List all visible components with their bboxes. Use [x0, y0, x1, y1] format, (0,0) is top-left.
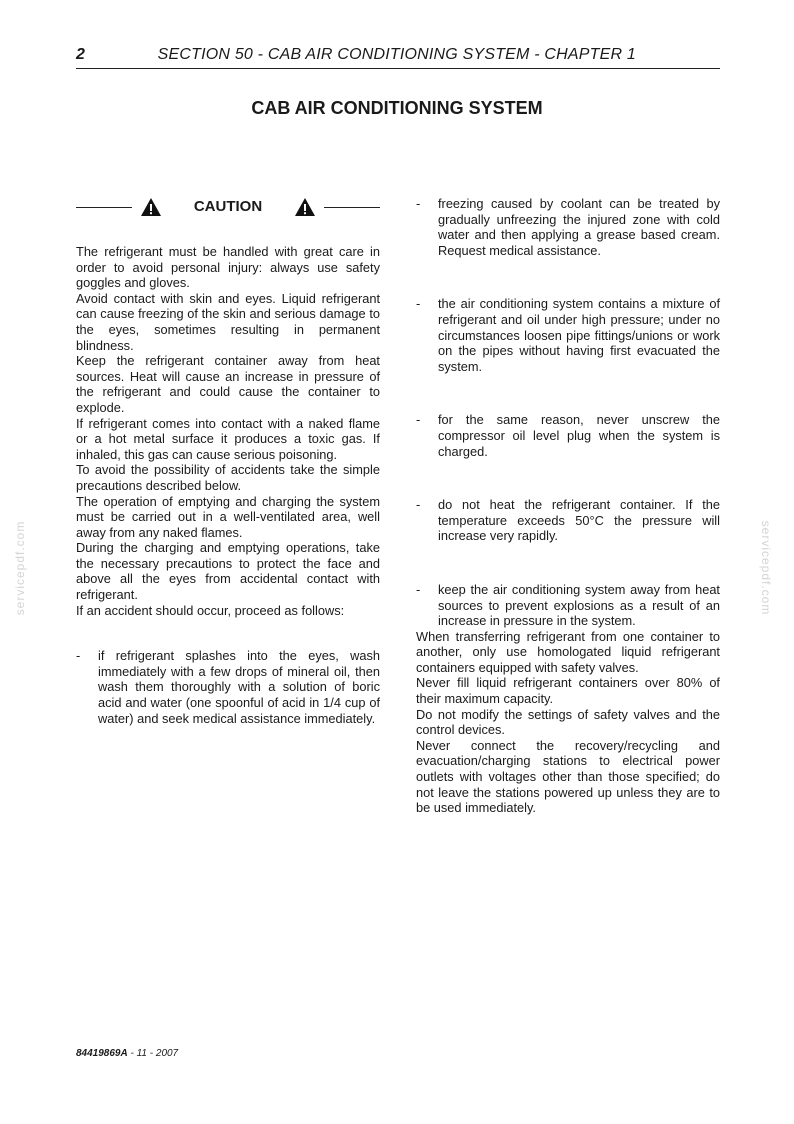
- bullet-dash: -: [416, 296, 421, 312]
- document-code: 84419869A: [76, 1048, 128, 1059]
- warning-triangle-icon: [140, 197, 162, 217]
- left-column: [76, 196, 380, 726]
- warning-triangle-icon: [294, 197, 316, 217]
- bullet-item: [416, 296, 720, 374]
- paragraph: If refrigerant comes into contact with a naked flame or a hot metal surface it produces a toxic gas. If inhaled, this gas can cause serious poisoning.: [76, 415, 380, 462]
- watermark-left: servicepdf.com: [13, 520, 27, 616]
- bullet-text: keep the air conditioning system away from heat sources to prevent explosions as a result of an increase in pressure in the system.: [438, 581, 720, 629]
- paragraph: The operation of emptying and charging the system must be carried out in a well-ventilated area, well away from any naked flames.: [76, 493, 380, 540]
- bullet-item: [416, 196, 720, 258]
- paragraph: Do not modify the settings of safety valves and the control devices.: [416, 706, 720, 738]
- publication-date: - 11 - 2007: [130, 1048, 179, 1059]
- bullet-text: freezing caused by coolant can be treated by gradually unfreezing the injured zone with cold water and then applying a grease based cream. Request medical assistance.: [438, 196, 720, 258]
- paragraph: Keep the refrigerant container away from heat sources. Heat will cause an increase in pressure of the refrigerant and could cause the container to explode.: [76, 353, 380, 415]
- bullet-dash: -: [76, 648, 81, 664]
- paragraph: If an accident should occur, proceed as follows:: [76, 602, 345, 618]
- caution-rule-left: [76, 207, 132, 208]
- caution-rule-right: [324, 207, 380, 208]
- paragraph: The refrigerant must be handled with great care in order to avoid personal injury: always use safety goggles and gloves.: [76, 244, 380, 291]
- page-number: 2: [76, 46, 85, 63]
- paragraph: During the charging and emptying operations, take the necessary precautions to protect the face and above all the eyes from accidental contact with refrigerant.: [76, 540, 380, 603]
- bullet-item: [416, 412, 720, 459]
- page-header: [76, 44, 720, 69]
- bullet-dash: -: [416, 581, 421, 597]
- page-footer: [76, 1048, 178, 1059]
- bullet-text: the air conditioning system contains a mixture of refrigerant and oil under high pressure; under no circumstances loosen pipe fittings/unions or work on the pipes without having first evacuated the system.: [438, 296, 720, 374]
- bullet-text: for the same reason, never unscrew the compressor oil level plug when the system is charged.: [438, 412, 720, 459]
- paragraph: Never fill liquid refrigerant containers over 80% of their maximum capacity.: [416, 675, 720, 707]
- paragraph: Avoid contact with skin and eyes. Liquid refrigerant can cause freezing of the skin and serious damage to the eyes, sometimes resulting in permanent blindness.: [76, 290, 380, 353]
- paragraph: Never connect the recovery/recycling and evacuation/charging stations to electrical power outlets with voltages other than those specified; do not leave the stations powered up unless they are to be used immediately.: [416, 737, 720, 816]
- bullet-dash: -: [416, 412, 421, 428]
- bullet-item: [416, 582, 720, 629]
- paragraph: To avoid the possibility of accidents take the simple precautions described below.: [76, 462, 380, 493]
- bullet-dash: -: [416, 497, 421, 513]
- document-title: CAB AIR CONDITIONING SYSTEM: [251, 98, 543, 118]
- bullet-text: if refrigerant splashes into the eyes, wash immediately with a few drops of mineral oil, then wash them thoroughly with a solution of boric acid and water (one spoonful of acid in 1/4 cup of water) and seek medical assistance immediately.: [98, 648, 380, 726]
- bullet-text: do not heat the refrigerant container. If the temperature exceeds 50°C the pressure will increase very rapidly.: [438, 497, 720, 544]
- bullet-dash: -: [416, 196, 421, 211]
- caution-banner: [76, 196, 380, 218]
- section-title: SECTION 50 - CAB AIR CONDITIONING SYSTEM - CHAPTER 1: [157, 46, 636, 63]
- bullet-item: [416, 497, 720, 544]
- watermark-right: servicepdf.com: [759, 520, 773, 616]
- right-column: [416, 196, 720, 816]
- bullet-item: [76, 648, 380, 726]
- caution-label: CAUTION: [193, 198, 263, 216]
- paragraph: When transferring refrigerant from one container to another, only use homologated liquid refrigerant containers equipped with safety valves.: [416, 628, 720, 675]
